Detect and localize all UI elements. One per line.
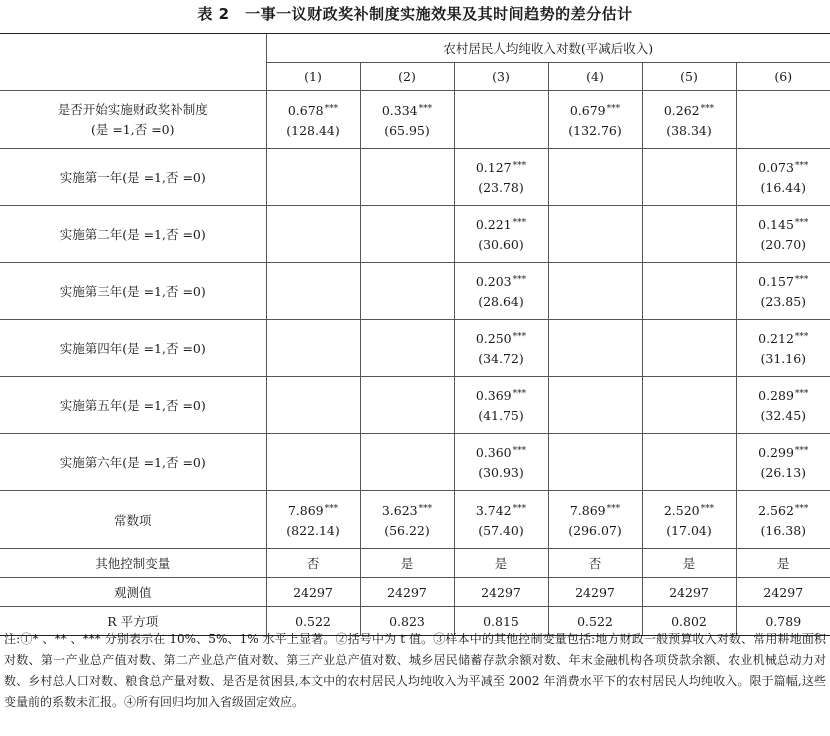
coef-value: 0.679 [569,102,606,118]
coef-value: 0.203 [475,274,512,289]
coef-cell [548,91,642,149]
significance-stars: *** [794,161,809,171]
coef-value: 0.262 [663,102,700,118]
table-row-observations [0,578,830,607]
t-value: (28.64) [478,294,524,309]
table-cell: 0.522 [548,607,642,636]
coef-cell [454,263,548,320]
empty-cell [360,206,454,263]
coef-value: 0.289 [758,388,794,403]
significance-stars: *** [512,275,527,285]
table-cell: 是 [642,549,736,578]
empty-cell [642,377,736,434]
table-cell: 0.823 [360,607,454,636]
coef-cell [454,491,548,549]
coef-value: 0.127 [475,160,512,175]
coef-cell [642,91,736,149]
coef-cell [736,149,830,206]
table-row-constant [0,491,830,549]
significance-stars: *** [512,446,527,456]
significance-stars: *** [324,503,339,514]
column-header: (4) [548,63,642,91]
coef-value: 0.334 [381,102,418,118]
table-row-treatment [0,91,830,149]
table-cell: 是 [454,549,548,578]
coef-cell [454,149,548,206]
empty-cell [266,320,360,377]
header-row-dependent-variable [0,34,830,63]
row-label-line: 是否开始实施财政奖补制度 [57,101,208,117]
empty-cell [548,320,642,377]
table-row-year-1 [0,149,830,206]
table-cell: 24297 [736,578,830,607]
significance-stars: *** [512,218,527,228]
coef-cell [266,491,360,549]
coef-value: 0.250 [475,331,512,346]
table-cell: 是 [360,549,454,578]
row-label: 实施第六年(是 =1,否 =0) [0,434,266,491]
coef-value: 0.360 [475,445,512,460]
empty-cell [266,434,360,491]
row-label: 常数项 [0,491,266,549]
table-cell: 0.522 [266,607,360,636]
significance-stars: *** [324,103,339,114]
table-row-year-5 [0,377,830,434]
significance-stars: *** [512,332,527,342]
coef-value: 0.221 [475,217,512,232]
t-value: (31.16) [760,351,807,366]
t-value: (132.76) [568,122,622,138]
significance-stars: *** [794,503,809,514]
coef-value: 7.869 [287,502,324,518]
table-cell: 24297 [642,578,736,607]
significance-stars: *** [512,161,527,171]
empty-cell [548,263,642,320]
table-row-year-4 [0,320,830,377]
coef-value: 0.299 [758,445,794,460]
coef-cell [736,320,830,377]
coef-value: 3.623 [381,502,418,518]
coef-cell [548,491,642,549]
header-empty-cell [0,34,266,91]
table-cell: 0.802 [642,607,736,636]
t-value: (57.40) [478,522,524,538]
significance-stars: *** [606,103,621,114]
significance-stars: *** [418,503,433,514]
row-label: 实施第二年(是 =1,否 =0) [0,206,266,263]
empty-cell [266,263,360,320]
table-row-year-6 [0,434,830,491]
t-value: (23.78) [478,180,524,195]
significance-stars: *** [418,103,433,114]
regression-table [0,33,830,636]
table-cell: 否 [266,549,360,578]
coef-value: 0.212 [758,331,794,346]
table-cell: 24297 [454,578,548,607]
significance-stars: *** [512,389,527,399]
empty-cell [548,149,642,206]
significance-stars: *** [606,503,621,514]
t-value: (30.93) [478,465,524,480]
empty-cell [266,149,360,206]
significance-stars: *** [512,503,527,514]
t-value: (32.45) [760,408,807,423]
t-value: (16.38) [760,522,807,538]
table-cell: 是 [736,549,830,578]
coef-value: 0.369 [475,388,512,403]
t-value: (41.75) [478,408,524,423]
empty-cell [548,377,642,434]
column-header: (1) [266,63,360,91]
t-value: (23.85) [760,294,807,309]
coef-value: 3.742 [475,502,512,518]
coef-cell [736,263,830,320]
t-value: (26.13) [760,465,807,480]
empty-cell [548,206,642,263]
table-row-controls [0,549,830,578]
empty-cell [454,91,548,149]
coef-value: 0.073 [758,160,794,175]
significance-stars: *** [794,218,809,228]
t-value: (56.22) [384,522,430,538]
empty-cell [360,320,454,377]
coef-cell [266,91,360,149]
significance-stars: *** [700,503,715,514]
row-label: 实施第三年(是 =1,否 =0) [0,263,266,320]
t-value: (128.44) [286,122,340,138]
row-label: 实施第四年(是 =1,否 =0) [0,320,266,377]
coef-cell [642,491,736,549]
row-label [0,91,266,149]
table-notes: 注:①* 、** 、*** 分别表示在 10%、5%、1% 水平上显著。②括号中为 t 值。③样本中的其他控制变量包括:地方财政一般预算收入对数、常用耕地面积对数、第一产业总产值对数、第二产业总产值对数、第三产业总产值对数、城乡居民储蓄存款余额对数、年末金融机构各项贷款余额、农业机械总动力对数、乡村总人口对数、粮食总产量对数、是否是贫困县,本文中的农村居民人均纯收入为平减至 2002 年消费水平下的农村居民人均纯收入。限于篇幅,这些变量前的系数未汇报。④所有回归均加入省级固定效应。 [4,632,826,709]
table-cell: 0.815 [454,607,548,636]
coef-cell [736,491,830,549]
coef-cell [454,206,548,263]
table-row-year-2 [0,206,830,263]
row-label: 实施第五年(是 =1,否 =0) [0,377,266,434]
coef-value: 7.869 [569,502,606,518]
significance-stars: *** [794,446,809,456]
dependent-variable-header: 农村居民人均纯收入对数(平减后收入) [266,34,830,63]
coef-value: 0.145 [758,217,794,232]
coef-value: 0.678 [287,102,324,118]
empty-cell [642,206,736,263]
t-value: (38.34) [666,122,712,138]
row-label: 实施第一年(是 =1,否 =0) [0,149,266,206]
coef-cell [454,320,548,377]
t-value: (30.60) [478,237,524,252]
table-cell: 24297 [266,578,360,607]
empty-cell [360,434,454,491]
row-label: R 平方项 [0,607,266,636]
coef-cell [360,91,454,149]
t-value: (34.72) [478,351,524,366]
coef-cell [736,206,830,263]
empty-cell [266,377,360,434]
coef-value: 2.562 [758,502,794,518]
row-label-line: (是 =1,否 =0) [90,121,175,137]
table-cell: 0.789 [736,607,830,636]
coef-value: 2.520 [663,502,700,518]
column-header: (6) [736,63,830,91]
empty-cell [266,206,360,263]
coef-value: 0.157 [758,274,794,289]
table-cell: 否 [548,549,642,578]
coef-cell [360,491,454,549]
significance-stars: *** [700,103,715,114]
t-value: (296.07) [568,522,622,538]
table-row-year-3 [0,263,830,320]
empty-cell [642,149,736,206]
empty-cell [736,91,830,149]
row-label: 观测值 [0,578,266,607]
empty-cell [360,263,454,320]
significance-stars: *** [794,275,809,285]
column-header: (2) [360,63,454,91]
significance-stars: *** [794,332,809,342]
t-value: (16.44) [760,180,807,195]
table-title: 表 2 一事一议财政奖补制度实施效果及其时间趋势的差分估计 [197,5,633,23]
coef-cell [454,434,548,491]
coef-cell [454,377,548,434]
column-header: (5) [642,63,736,91]
t-value: (17.04) [666,522,712,538]
empty-cell [360,149,454,206]
empty-cell [642,263,736,320]
t-value: (20.70) [760,237,807,252]
coef-cell [736,377,830,434]
row-label: 其他控制变量 [0,549,266,578]
t-value: (822.14) [286,522,340,538]
significance-stars: *** [794,389,809,399]
empty-cell [548,434,642,491]
table-cell: 24297 [548,578,642,607]
t-value: (65.95) [384,122,430,138]
coef-cell [736,434,830,491]
empty-cell [360,377,454,434]
empty-cell [642,434,736,491]
column-header: (3) [454,63,548,91]
table-cell: 24297 [360,578,454,607]
empty-cell [642,320,736,377]
